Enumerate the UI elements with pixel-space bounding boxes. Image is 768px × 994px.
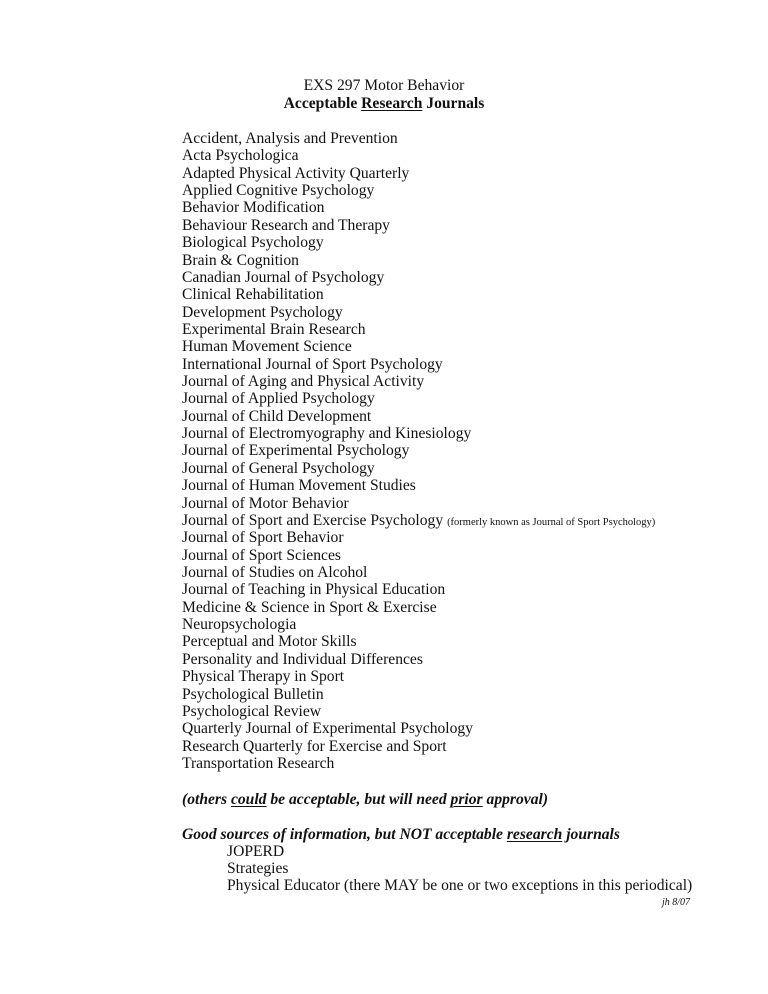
journal-name: Journal of Teaching in Physical Education <box>182 581 446 599</box>
journal-name: Quarterly Journal of Experimental Psychology <box>182 720 474 738</box>
journal-list <box>182 130 655 772</box>
journal-item <box>182 442 655 459</box>
journal-item <box>182 338 655 355</box>
good-text: journals <box>562 826 620 843</box>
journal-item <box>182 668 655 685</box>
journal-name: Behaviour Research and Therapy <box>182 216 390 234</box>
journal-item <box>182 356 655 373</box>
journal-name: Personality and Individual Differences <box>182 650 423 668</box>
journal-item <box>182 373 655 390</box>
journal-name: Accident, Analysis and Prevention <box>182 130 398 147</box>
journal-item <box>182 217 655 234</box>
journal-item <box>182 286 655 303</box>
journal-name: Neuropsychologia <box>182 616 297 634</box>
journal-name: Perceptual and Motor Skills <box>182 633 357 651</box>
journal-item <box>182 564 655 581</box>
journal-item <box>182 425 655 442</box>
journal-name: Research Quarterly for Exercise and Sport <box>182 737 447 755</box>
journal-name: Journal of Electromyography and Kinesiology <box>182 425 472 443</box>
journal-item <box>182 182 655 199</box>
course-title: EXS 297 Motor Behavior <box>303 77 465 94</box>
journal-name: Journal of Studies on Alcohol <box>182 563 368 581</box>
journal-name: Medicine & Science in Sport & Exercise <box>182 598 437 616</box>
list-item: Strategies <box>227 860 289 878</box>
page-title <box>0 95 768 113</box>
journal-name: Human Movement Science <box>182 338 352 356</box>
journal-item <box>182 529 655 546</box>
journal-name: Journal of Experimental Psychology <box>182 442 410 460</box>
title-underlined: Research <box>361 95 423 112</box>
journal-item <box>182 616 655 633</box>
journal-name: Canadian Journal of Psychology <box>182 268 385 286</box>
journal-item <box>182 738 655 755</box>
journal-item <box>182 599 655 616</box>
journal-name: Clinical Rehabilitation <box>182 286 324 304</box>
journal-name: Experimental Brain Research <box>182 320 366 338</box>
journal-name: Physical Therapy in Sport <box>182 668 345 686</box>
journal-item <box>182 390 655 407</box>
journal-item <box>182 703 655 720</box>
journal-item <box>182 720 655 737</box>
journal-item <box>182 477 655 494</box>
journal-item <box>182 130 655 147</box>
journal-item <box>182 304 655 321</box>
list-item: Physical Educator (there MAY be one or two exceptions in this periodical) <box>227 877 693 895</box>
journal-item <box>182 581 655 598</box>
journal-name: Development Psychology <box>182 303 343 321</box>
journal-item <box>182 686 655 703</box>
journal-item <box>182 651 655 668</box>
title-post: Journals <box>422 95 485 112</box>
others-text: approval) <box>482 791 549 808</box>
signature-date: jh 8/07 <box>661 897 690 908</box>
others-could: could <box>230 791 267 808</box>
journal-name: Journal of Sport and Exercise Psychology <box>182 511 444 529</box>
journal-name: Acta Psychologica <box>182 147 299 165</box>
journal-item <box>182 633 655 650</box>
others-text: be acceptable, but will need <box>266 791 451 808</box>
good-text: Good sources of information, but NOT acceptable <box>182 826 507 843</box>
journal-item <box>182 408 655 425</box>
journal-item <box>182 165 655 182</box>
journal-name: Journal of Sport Sciences <box>182 546 341 564</box>
list-item: JOPERD <box>227 843 285 860</box>
good-sources-list <box>227 843 692 895</box>
others-prior: prior <box>450 791 483 808</box>
others-note <box>182 791 548 809</box>
journal-item <box>182 495 655 512</box>
journal-name: International Journal of Sport Psychology <box>182 355 443 373</box>
journal-name: Brain & Cognition <box>182 251 299 269</box>
journal-item <box>182 252 655 269</box>
journal-name: Psychological Bulletin <box>182 685 324 703</box>
journal-item <box>182 199 655 216</box>
journal-name: Journal of Motor Behavior <box>182 494 349 512</box>
journal-item <box>182 755 655 772</box>
journal-note: (formerly known as Journal of Sport Psychology) <box>447 516 656 528</box>
journal-name: Transportation Research <box>182 754 335 772</box>
journal-item <box>182 547 655 564</box>
journal-name: Journal of Human Movement Studies <box>182 477 416 495</box>
journal-item <box>182 321 655 338</box>
journal-name: Journal of Applied Psychology <box>182 390 375 408</box>
title-pre: Acceptable <box>283 95 362 112</box>
journal-name: Psychological Review <box>182 702 322 720</box>
journal-name: Journal of Sport Behavior <box>182 529 344 547</box>
journal-name: Behavior Modification <box>182 199 325 217</box>
journal-item <box>182 147 655 164</box>
journal-name: Journal of Aging and Physical Activity <box>182 373 425 391</box>
good-sources-heading <box>182 826 620 844</box>
good-research: research <box>506 826 563 843</box>
journal-item <box>182 512 655 529</box>
journal-item <box>182 269 655 286</box>
others-text: (others <box>182 791 231 808</box>
journal-item <box>182 234 655 251</box>
journal-name: Journal of General Psychology <box>182 459 375 477</box>
journal-name: Biological Psychology <box>182 234 324 252</box>
journal-name: Adapted Physical Activity Quarterly <box>182 164 410 182</box>
journal-item <box>182 460 655 477</box>
journal-name: Journal of Child Development <box>182 407 372 425</box>
journal-name: Applied Cognitive Psychology <box>182 182 375 200</box>
